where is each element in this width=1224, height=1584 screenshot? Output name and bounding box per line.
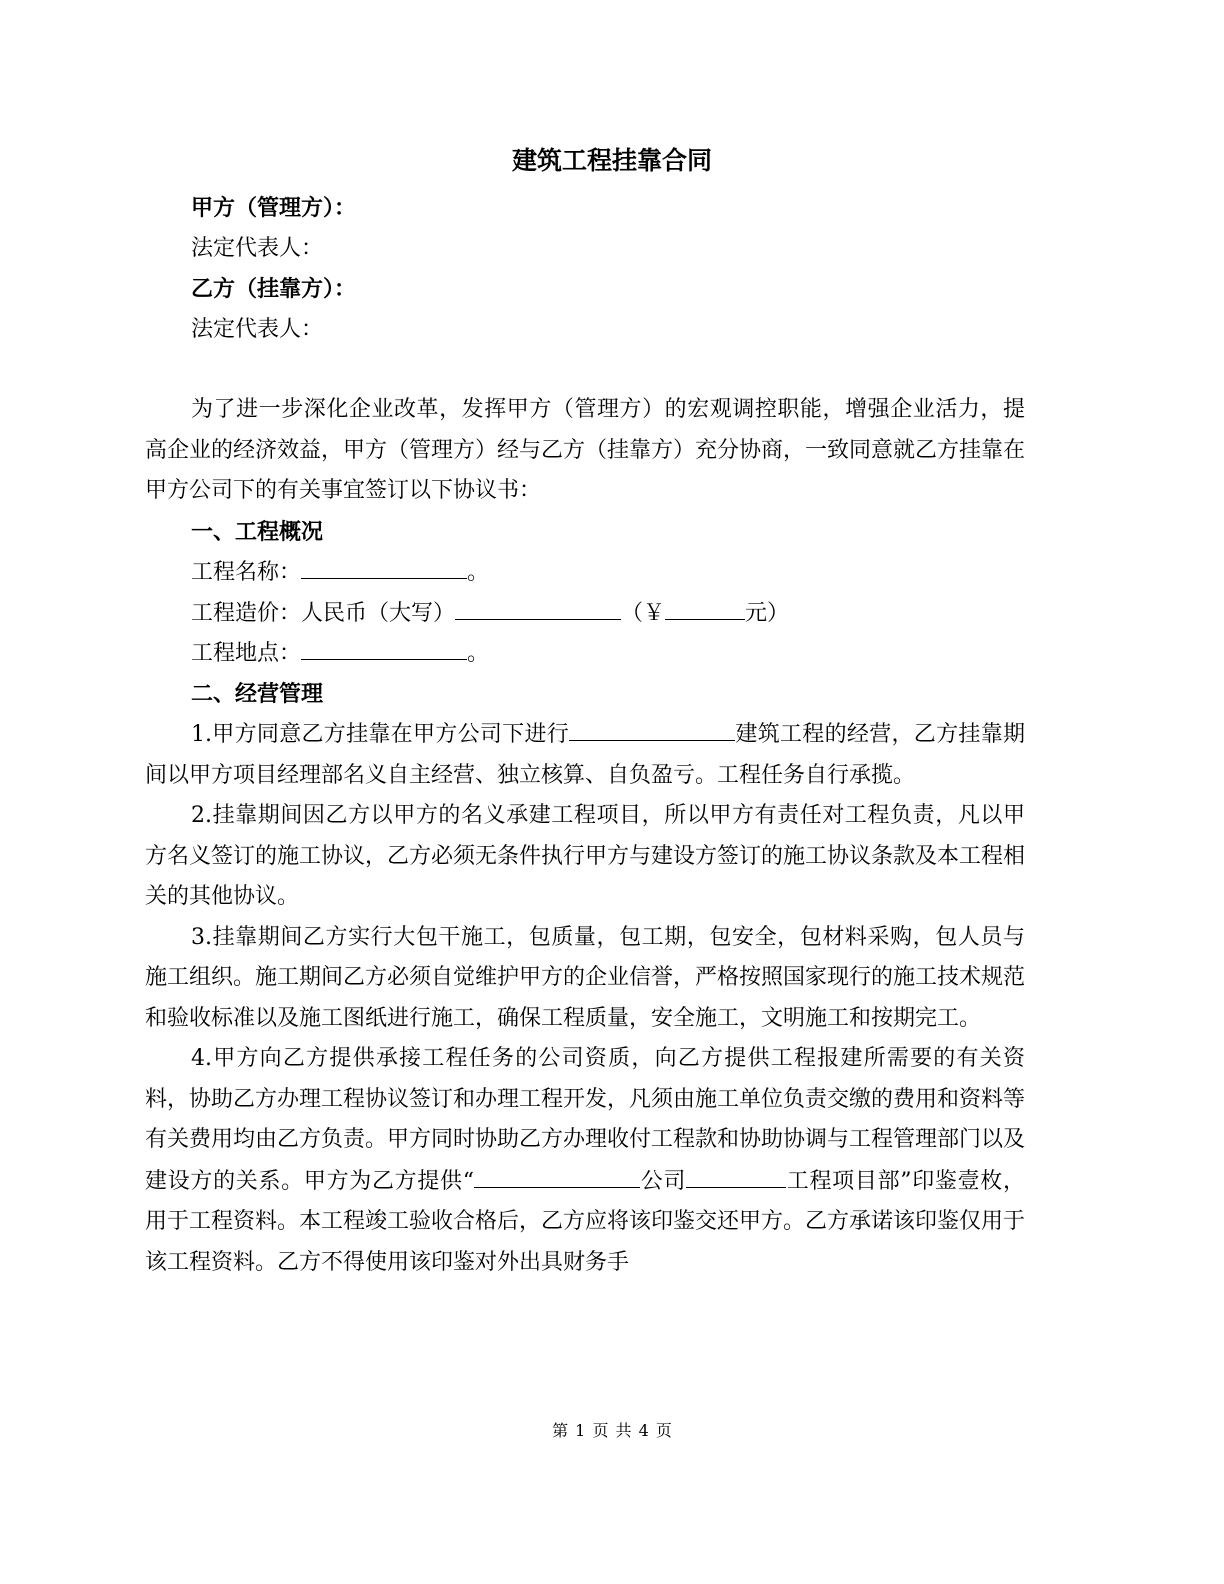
clause-1-blank [569, 714, 735, 741]
clause-4-text-c: 工程项目部”印鉴壹枚，用于工程资料。本工程竣工验收合格后，乙方应将该印鉴交还甲方。乙方承诺该印鉴仅用于该工程资料。乙方不得使用该印鉴对外出具财务手 [145, 1168, 1026, 1275]
party-b-label: 乙方（挂靠方）： [191, 276, 357, 302]
party-a-label: 甲方（管理方）： [191, 195, 357, 221]
project-cost-label: 工程造价：人民币（大写） [191, 600, 456, 626]
clause-4-company-blank [474, 1161, 640, 1188]
clause-1-text [145, 714, 1025, 796]
project-name-end: 。 [467, 560, 490, 585]
project-cost-paren-open: （￥ [621, 600, 666, 626]
project-name-row [145, 552, 1025, 593]
project-name-label: 工程名称： [191, 560, 302, 585]
clause-4-text-a: 4.甲方向乙方提供承接工程任务的公司资质，向乙方提供工程报建所需要的有关资料，协助乙方办理工程协议签订和办理工程开发，凡须由施工单位负责交缴的费用和资料等有关费用均由乙方负责。甲方同时协助乙方办理收付工程款和协助协调与工程管理部门以及建设方的关系。甲方为乙方提供“ [145, 1046, 1026, 1194]
clause-4-text-b: 公司 [640, 1168, 687, 1194]
section-heading-management: 二、经营管理 [191, 680, 324, 707]
project-cost-number-blank [665, 593, 745, 620]
project-location-end: 。 [467, 641, 490, 666]
project-name-blank [301, 552, 467, 579]
project-cost-paren-close: 元） [745, 600, 790, 626]
clause-4 [145, 1039, 1025, 1283]
party-b-representative: 法定代表人： [191, 316, 324, 342]
project-location-blank [301, 633, 467, 660]
document-body [145, 188, 1025, 1283]
spacer [145, 350, 1025, 390]
clause-1 [145, 714, 1025, 796]
page-footer: 第 1 页 共 4 页 [552, 1421, 672, 1440]
clause-1-text-a: 1.甲方同意乙方挂靠在甲方公司下进行 [191, 722, 570, 747]
intro-paragraph [145, 390, 1025, 512]
clause-3 [145, 918, 1025, 1040]
project-location-label: 工程地点： [191, 641, 302, 666]
project-cost-row [145, 593, 1025, 634]
intro-text: 为了进一步深化企业改革，发挥甲方（管理方）的宏观调控职能，增强企业活力，提高企业的经济效益，甲方（管理方）经与乙方（挂靠方）充分协商，一致同意就乙方挂靠在甲方公司下的有关事宜签订以下协议书： [145, 397, 1026, 503]
clause-3-text: 3.挂靠期间乙方实行大包干施工，包质量，包工期，包安全，包材料采购，包人员与施工组织。施工期间乙方必须自觉维护甲方的企业信誉，严格按照国家现行的施工技术规范和验收标准以及施工图纸进行施工，确保工程质量，安全施工，文明施工和按期完工。 [145, 924, 1026, 1031]
project-location-row [145, 633, 1025, 674]
section-heading-overview: 一、工程概况 [191, 518, 324, 545]
clause-2 [145, 796, 1025, 918]
clause-1-text-b: 建筑工程的经营，乙方挂靠期间以甲方项目经理部名义自主经营、独立核算、自负盈亏。工程任务自行承揽。 [145, 722, 1025, 788]
document-title: 建筑工程挂靠合同 [511, 146, 712, 175]
clause-4-project-blank [686, 1161, 786, 1188]
clause-2-text: 2.挂靠期间因乙方以甲方的名义承建工程项目，所以甲方有责任对工程负责，凡以甲方名义签订的施工协议，乙方必须无条件执行甲方与建设方签订的施工协议条款及本工程相关的其他协议。 [145, 803, 1026, 909]
party-a-representative: 法定代表人： [191, 235, 324, 261]
project-cost-words-blank [455, 593, 621, 620]
clause-4-text [145, 1039, 1025, 1283]
